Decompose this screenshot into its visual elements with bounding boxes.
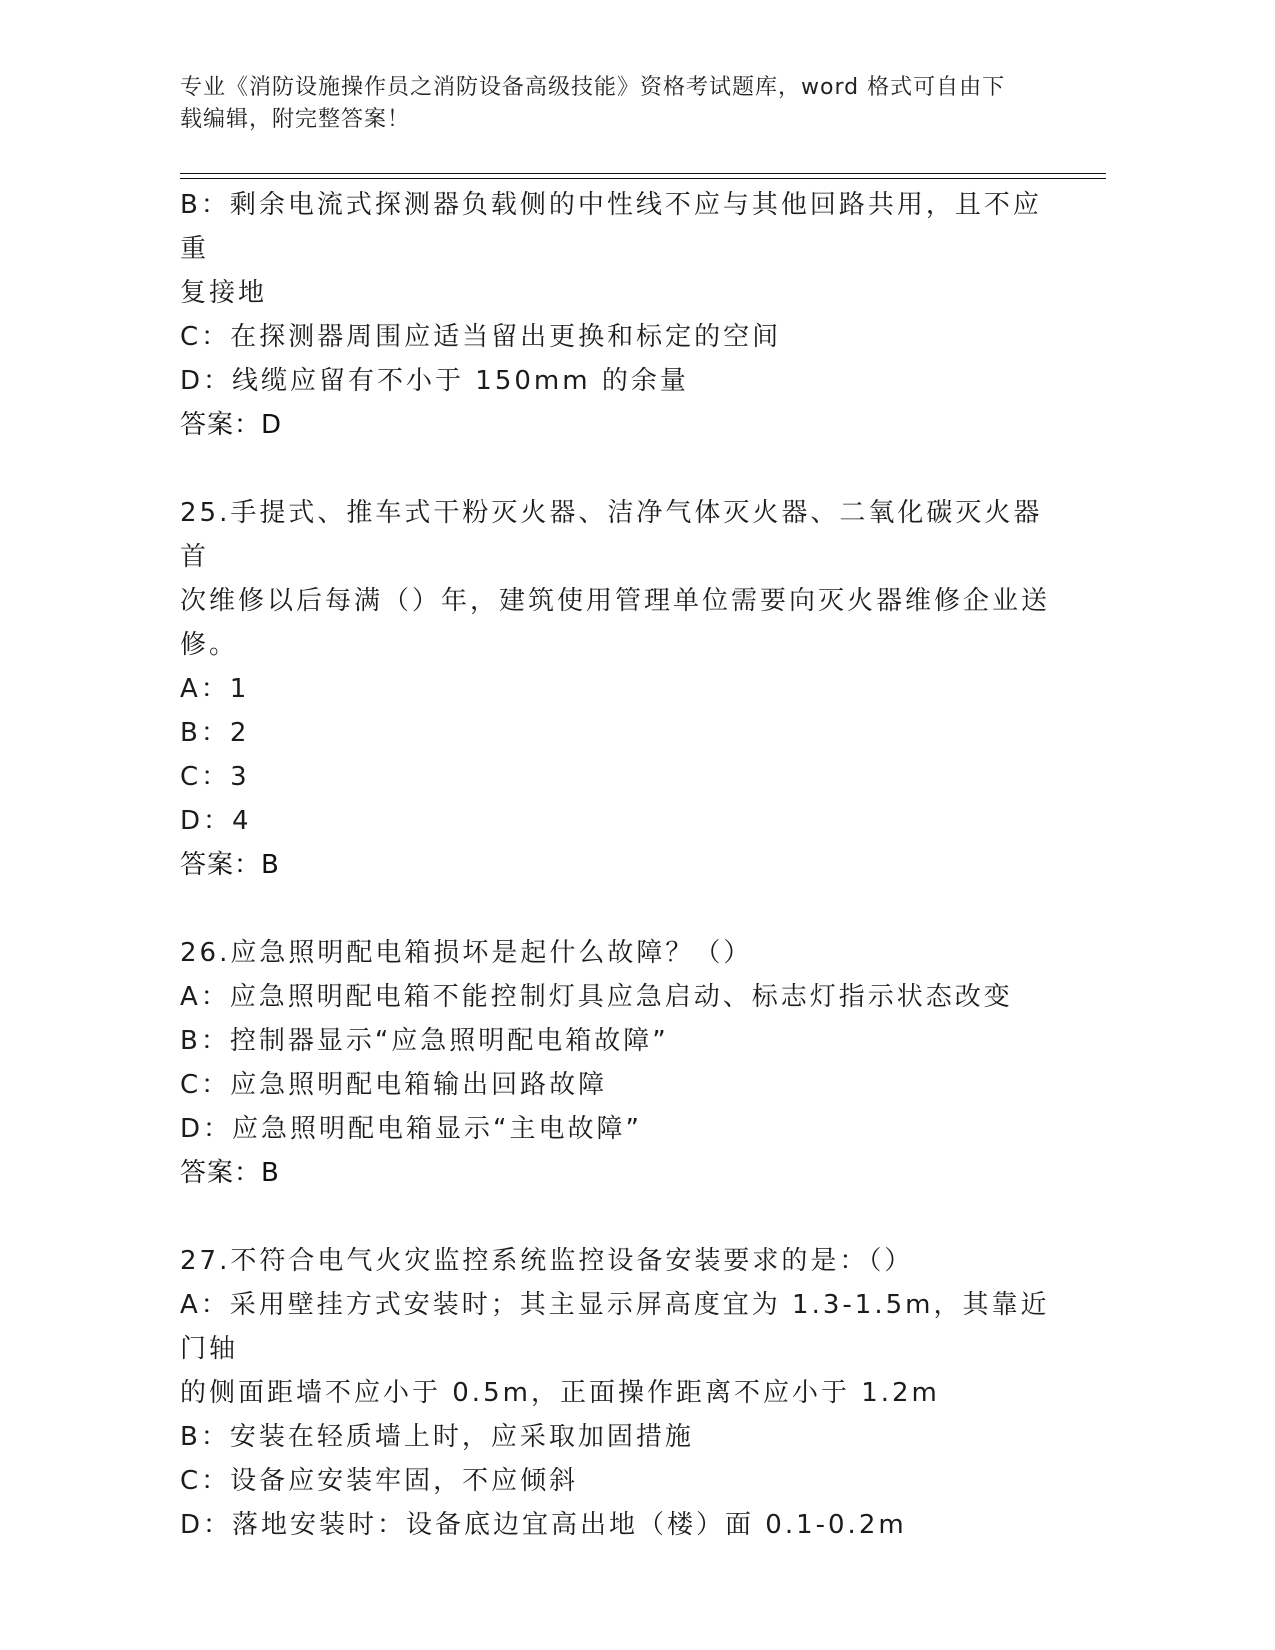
spacer	[180, 447, 1060, 491]
option-c: C：在探测器周围应适当留出更换和标定的空间	[180, 322, 782, 352]
option-a: A：应急照明配电箱不能控制灯具应急启动、标志灯指示状态改变	[180, 982, 1013, 1012]
option-a-line-2: 的侧面距墙不应小于 0.5m，正面操作距离不应小于 1.2m	[180, 1378, 940, 1408]
answer: 答案：B	[180, 1158, 280, 1188]
question-24	[180, 183, 1060, 447]
question-25	[180, 491, 1060, 887]
option-a-line-1: A：采用壁挂方式安装时；其主显示屏高度宜为 1.3-1.5m，其靠近门轴	[180, 1290, 1050, 1364]
header-line-1: 专业《消防设施操作员之消防设备高级技能》资格考试题库，word 格式可自由下	[180, 75, 1006, 100]
option-c: C：3	[180, 762, 250, 792]
option-b: B：2	[180, 718, 250, 748]
header-double-rule	[180, 173, 1106, 179]
option-d: D：落地安装时：设备底边宜高出地（楼）面 0.1-0.2m	[180, 1510, 907, 1540]
header-line-2: 载编辑，附完整答案！	[180, 107, 411, 132]
option-d: D：线缆应留有不小于 150mm 的余量	[180, 366, 689, 396]
question-stem-line-3: 修。	[180, 630, 239, 660]
spacer	[180, 1195, 1060, 1239]
answer: 答案：D	[180, 410, 283, 440]
answer: 答案：B	[180, 850, 280, 880]
spacer	[180, 887, 1060, 931]
option-b-line-2: 复接地	[180, 278, 268, 308]
question-stem: 27.不符合电气火灾监控系统监控设备安装要求的是：（）	[180, 1246, 914, 1276]
question-stem: 26.应急照明配电箱损坏是起什么故障？（）	[180, 938, 753, 968]
question-stem-line-1: 25.手提式、推车式干粉灭火器、洁净气体灭火器、二氧化碳灭火器首	[180, 498, 1043, 572]
option-a: A：1	[180, 674, 250, 704]
question-26	[180, 931, 1060, 1195]
option-b: B：安装在轻质墙上时，应采取加固措施	[180, 1422, 694, 1452]
page-header	[180, 72, 1060, 136]
option-b-line-1: B：剩余电流式探测器负载侧的中性线不应与其他回路共用，且不应重	[180, 190, 1042, 264]
option-c: C：设备应安装牢固，不应倾斜	[180, 1466, 579, 1496]
question-27	[180, 1239, 1060, 1547]
question-content	[180, 183, 1060, 1547]
option-d: D：4	[180, 806, 252, 836]
option-c: C：应急照明配电箱输出回路故障	[180, 1070, 608, 1100]
option-b: B：控制器显示“应急照明配电箱故障”	[180, 1026, 669, 1056]
option-d: D：应急照明配电箱显示“主电故障”	[180, 1114, 642, 1144]
question-stem-line-2: 次维修以后每满（）年，建筑使用管理单位需要向灭火器维修企业送	[180, 586, 1051, 616]
